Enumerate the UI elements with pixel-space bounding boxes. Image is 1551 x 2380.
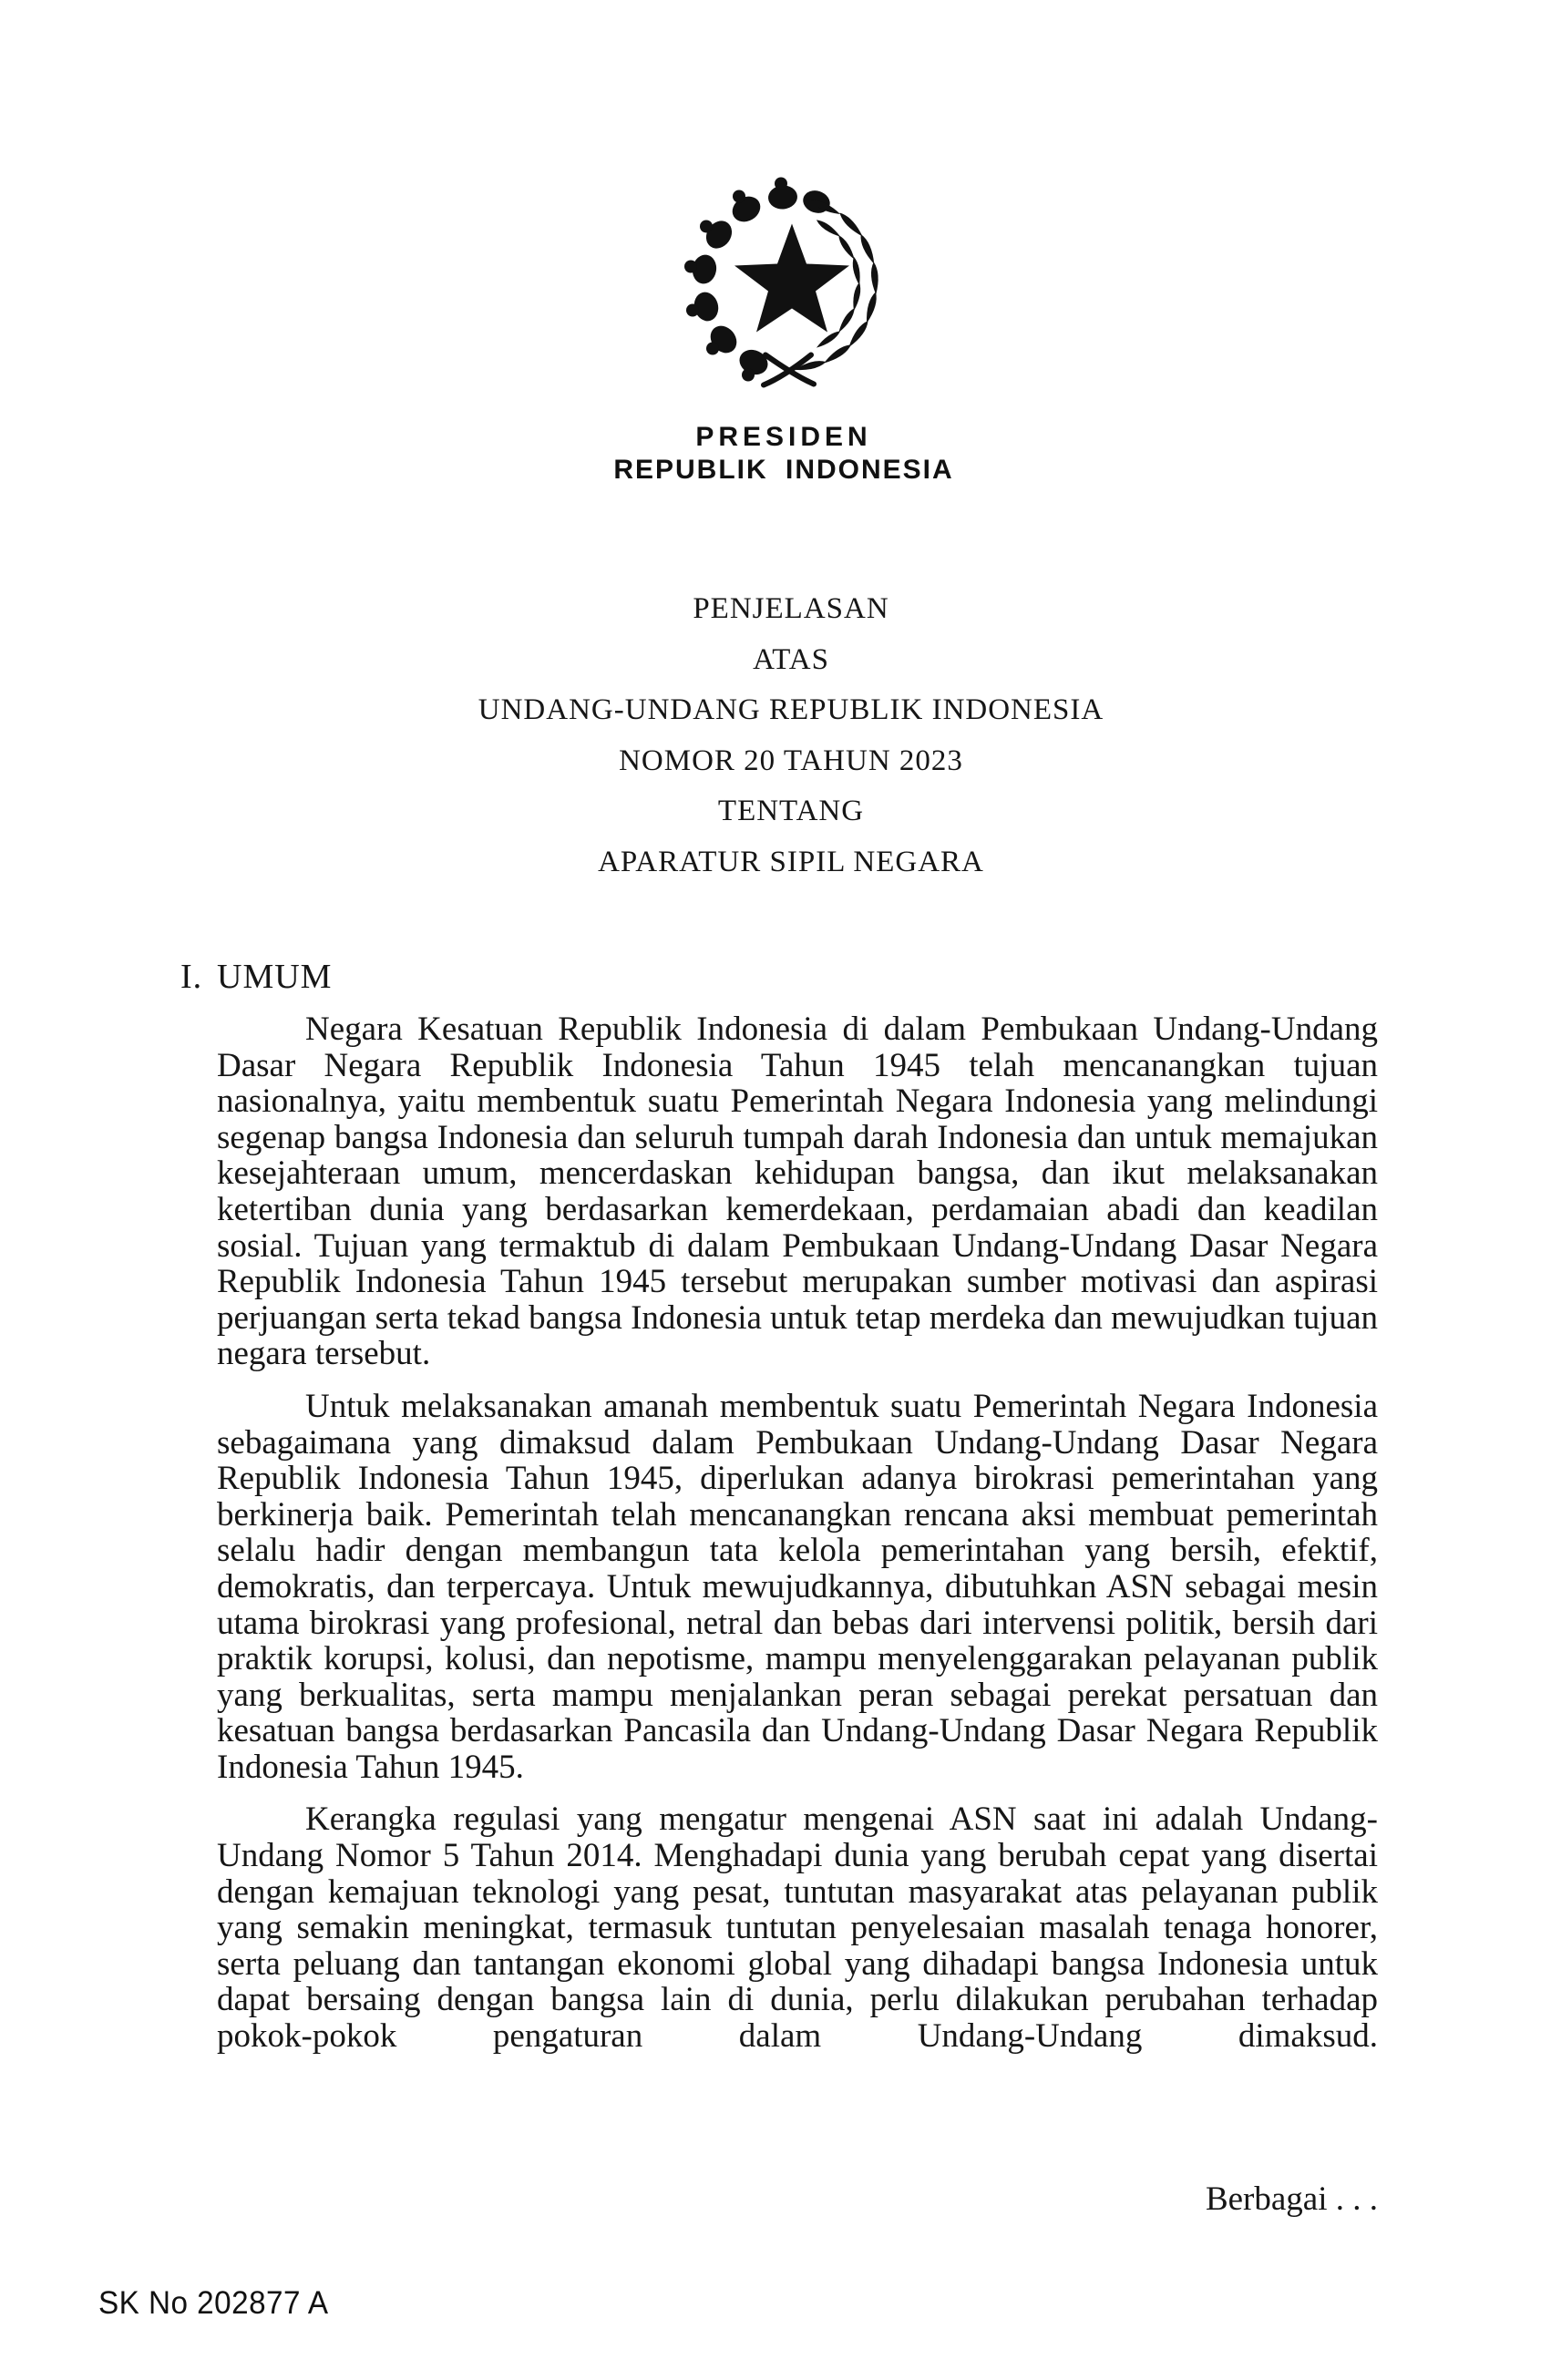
section-heading	[180, 957, 1378, 997]
paragraph-2: Untuk melaksanakan amanah membentuk suatu Pemerintah Negara Indonesia sebagaimana yang dimaksud dalam Pembukaan Undang-Undang Dasar Negara Republik Indonesia Tahun 1945, diperlukan adanya birokrasi pemerintahan yang berkinerja baik. Pemerintah telah mencanangkan rencana aksi membuat pemerintah selalu hadir dengan membangun tata kelola pemerintahan yang bersih, efektif, demokratis, dan terpercaya. Untuk mewujudkannya, dibutuhkan ASN sebagai mesin utama birokrasi yang profesional, netral dan bebas dari intervensi politik, bersih dari praktik korupsi, kolusi, dan nepotisme, mampu menyelenggarakan pelayanan publik yang berkualitas, serta mampu menjalankan peran sebagai perekat persatuan dan kesatuan bangsa berdasarkan Pancasila dan Undang-Undang Dasar Negara Republik Indonesia Tahun 1945.	[217, 1387, 1378, 1786]
section-title: UMUM	[217, 958, 333, 996]
doc-code: SK No 202877 A	[98, 2285, 329, 2321]
body-content	[180, 957, 1379, 2071]
catchword: Berbagai . . .	[1205, 2180, 1378, 2218]
crossed-stems	[764, 355, 814, 385]
republik-indonesia-label: REPUBLIK INDONESIA	[613, 455, 954, 485]
title-line-aparatur-sipil-negara: APARATUR SIPIL NEGARA	[598, 845, 984, 878]
title-line-penjelasan: PENJELASAN	[693, 592, 889, 625]
letterhead	[465, 421, 1103, 487]
title-line-nomor-tahun: NOMOR 20 TAHUN 2023	[619, 744, 963, 777]
title-line-tentang: TENTANG	[717, 795, 865, 827]
paragraph-3: Kerangka regulasi yang mengatur mengenai ASN saat ini adalah Undang-Undang Nomor 5 Tahun 2014. Menghadapi dunia yang berubah cepat yang disertai dengan kemajuan teknologi yang pesat, tuntutan masyarakat atas pelayanan publik yang semakin meningkat, termasuk tuntutan penyelesaian masalah tenaga honorer, serta peluang dan tantangan ekonomi global yang dihadapi bangsa Indonesia untuk dapat bersaing dengan bangsa lain di dunia, perlu dilakukan perubahan terhadap pokok-pokok pengaturan dalam Undang-Undang dimaksud.	[217, 1800, 1378, 2056]
presidential-seal-icon	[672, 176, 902, 392]
section-number: I.	[180, 958, 203, 996]
presiden-label: PRESIDEN	[695, 422, 872, 452]
title-line-undang-undang: UNDANG-UNDANG REPUBLIK INDONESIA	[478, 693, 1104, 726]
title-line-atas: ATAS	[753, 642, 829, 676]
title-block	[211, 584, 1371, 887]
paragraph-1: Negara Kesatuan Republik Indonesia di dalam Pembukaan Undang-Undang Dasar Negara Republik Indonesia Tahun 1945 telah mencanangkan tujuan nasionalnya, yaitu membentuk suatu Pemerintah Negara Indonesia yang melindungi segenap bangsa Indonesia dan seluruh tumpah darah Indonesia dan untuk memajukan kesejahteraan umum, mencerdaskan kehidupan bangsa, dan ikut melaksanakan ketertiban dunia yang berdasarkan kemerdekaan, perdamaian abadi dan keadilan sosial. Tujuan yang termaktub di dalam Pembukaan Undang-Undang Dasar Negara Republik Indonesia Tahun 1945 tersebut merupakan sumber motivasi dan aspirasi perjuangan serta tekad bangsa Indonesia untuk tetap merdeka dan mewujudkan tujuan negara tersebut.	[217, 1010, 1379, 1373]
star-glyph	[734, 224, 849, 333]
